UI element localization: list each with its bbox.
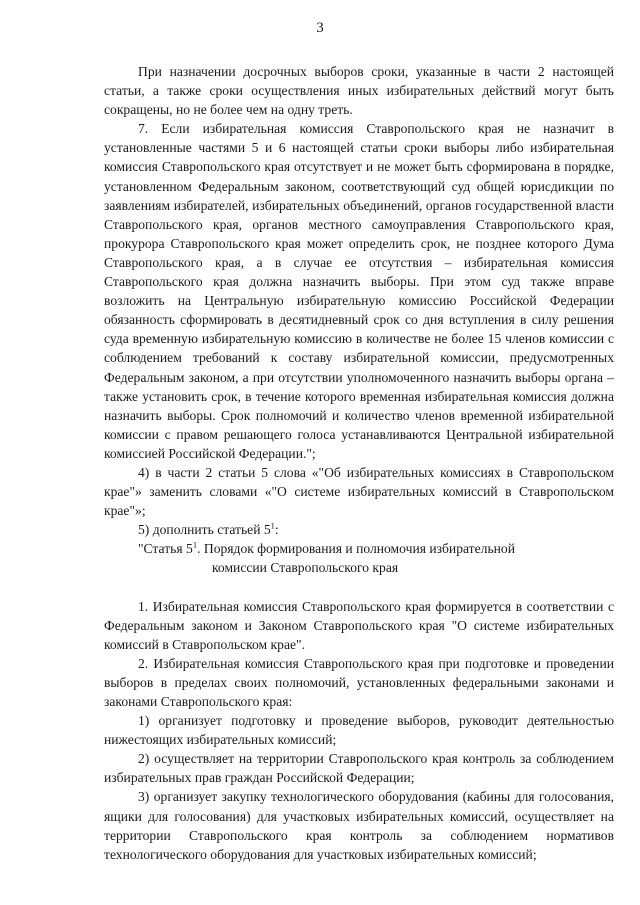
paragraph-article-part-2: 2. Избирательная комиссия Ставропольского края при подготовке и проведении выборов в пределах своих полномочий, установленных федеральными законами и законами Ставропольского края:	[104, 655, 614, 709]
article-heading	[104, 539, 614, 577]
paragraph-subitem-1: 1) организует подготовку и проведение выборов, руководит деятельностью нижестоящих избирательных комиссий;	[104, 713, 614, 748]
article-heading-superscript: 1	[192, 539, 198, 550]
paragraph-amendment-4: 4) в части 2 статьи 5 слова «"Об избирательных комиссиях в Ставропольском крае"» заменить словами «"О системе избирательных комиссий в Ставропольском крае"»;	[104, 464, 614, 519]
paragraph-early-elections: При назначении досрочных выборов сроки, указанные в части 2 настоящей статьи, а также сроки осуществления иных избирательных действий могут быть сокращены, но не более чем на одну треть.	[104, 64, 614, 118]
paragraph-item-7: 7. Если избирательная комиссия Ставропольского края не назначит в установленные частями 5 и 6 настоящей статьи сроки выборы либо избирательная комиссия Ставропольского края отсутствует и не может быть сформирована в порядке, установленном Федеральным законом, соответствующий суд общей юрисдикции по заявлениям избирателей, избирательных объединений, органов государственной власти Ставропольского края, органов местного самоуправления Ставропольского края, прокурора Ставропольского края может определить срок, не позднее которого Дума Ставропольского края, а в случае ее отсутствия – избирательная комиссия Ставропольского края должна назначить выборы. При этом суд также вправе возложить на Центральную избирательную комиссию Российской Федерации обязанность сформировать в десятидневный срок со дня вступления в силу решения суда временную избирательную комиссию в количестве не более 15 членов комиссии с соблюдением требований к составу избирательной комиссии, предусмотренных Федеральным законом, а при отсутствии уполномоченного назначить выборы органа – также установить срок, в течение которого временная избирательная комиссия должна назначить выборы. Срок полномочий и количество членов временной избирательной комиссии с правом решающего голоса устанавливаются Центральной избирательной комиссией Российской Федерации.";	[104, 121, 614, 461]
page-number: 3	[316, 20, 324, 36]
amendment-5-text: 5) дополнить статьей 5	[138, 522, 271, 538]
paragraph-article-part-1: 1. Избирательная комиссия Ставропольского края формируется в соответствии с Федеральным законом и Законом Ставропольского края "О системе избирательных комиссий в Ставропольском крае".	[104, 598, 614, 652]
paragraph-amendment-5	[104, 520, 614, 539]
article-heading-prefix: "Статья 5	[138, 541, 193, 557]
paragraph-subitem-2: 2) осуществляет на территории Ставропольского края контроль за соблюдением избирательных прав граждан Российской Федерации;	[104, 751, 614, 786]
article-heading-title-1: . Порядок формирования и полномочия избирательной	[197, 541, 515, 557]
amendment-5-tail: :	[274, 522, 279, 538]
amendment-5-superscript: 1	[270, 520, 275, 531]
paragraph-subitem-3: 3) организует закупку технологического оборудования (кабины для голосования, ящики для голосования) для участковых избирательных комиссий, осуществляет на территории Ставропольского края контроль за соблюдением нормативов технологического оборудования для участковых избирательных комиссий;	[104, 789, 614, 862]
article-heading-line2: комиссии Ставропольского края	[212, 560, 399, 576]
article-heading-line1	[104, 539, 614, 558]
blank-line	[104, 578, 614, 597]
document-body	[104, 62, 614, 864]
